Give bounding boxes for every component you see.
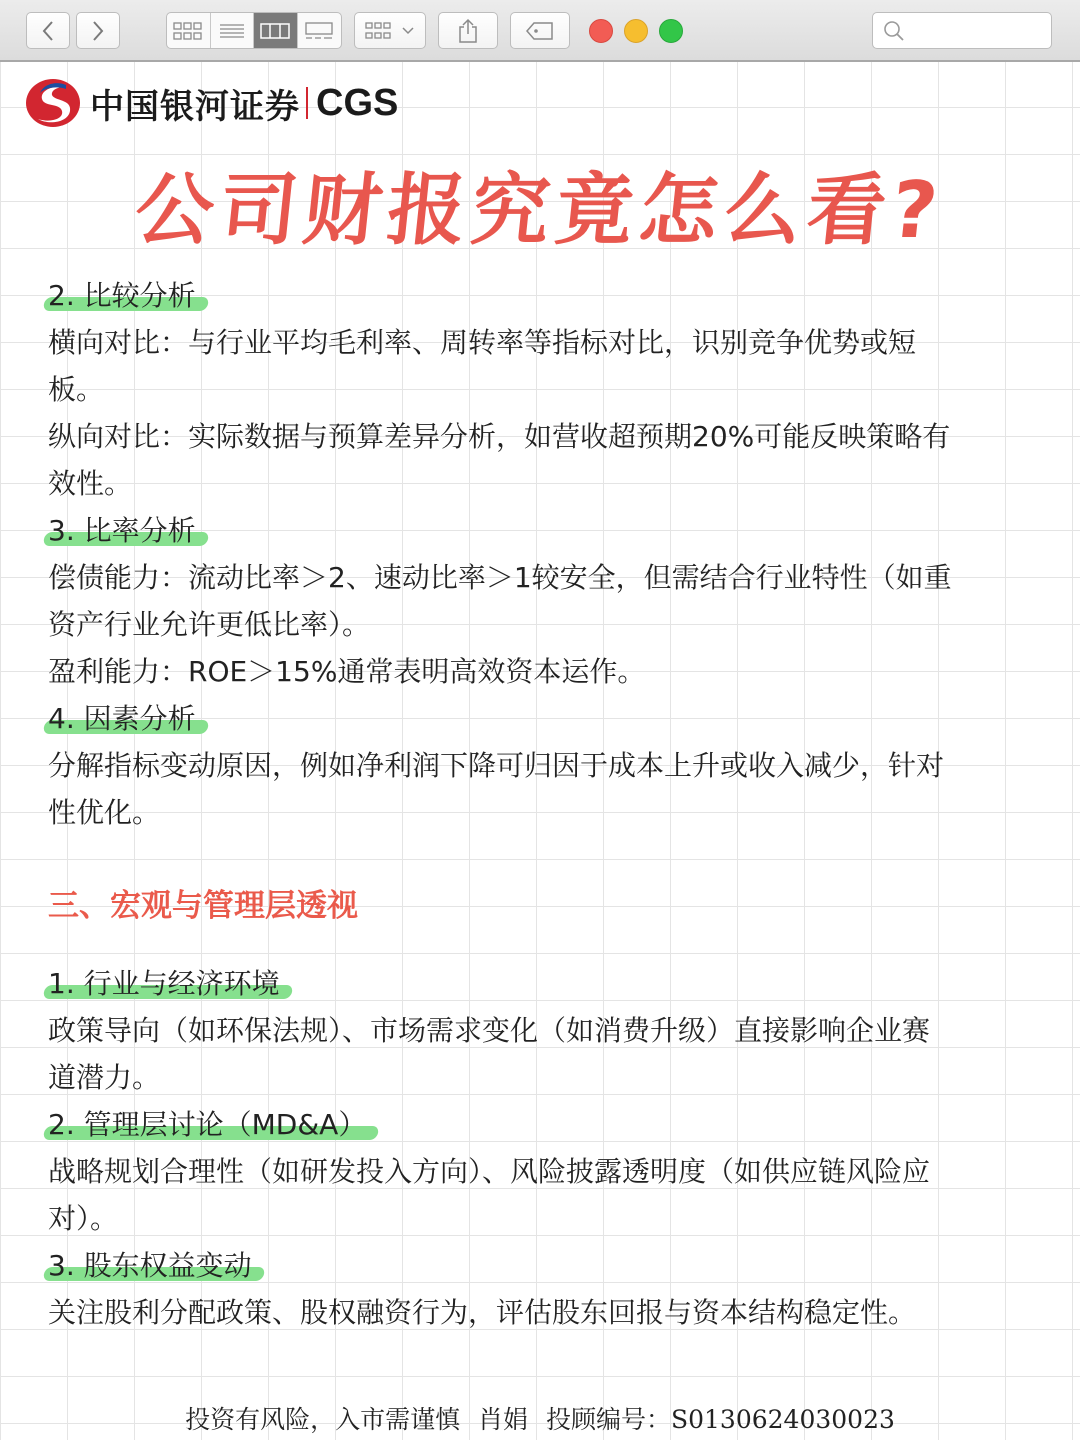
minimize-window-button[interactable] (624, 19, 648, 43)
close-window-button[interactable] (589, 19, 613, 43)
gallery-view-icon (304, 22, 334, 40)
brand-name-en: CGS (316, 81, 399, 124)
back-button[interactable] (26, 12, 70, 49)
brand-name-cn: 中国银河证券 (90, 86, 300, 127)
gallery-view-button[interactable] (298, 13, 341, 48)
group-by-icon (365, 22, 395, 40)
subsection-heading: 3. 股东权益变动 (48, 1242, 258, 1289)
body-text: 盈利能力：ROE＞15%通常表明高效资本运作。 (48, 655, 646, 688)
search-icon (883, 20, 905, 42)
body-text: 偿债能力：流动比率＞2、速动比率＞1较安全，但需结合行业特性（如重 (48, 561, 952, 594)
brand-divider (306, 87, 308, 119)
view-mode-group (166, 12, 342, 49)
forward-button[interactable] (76, 12, 120, 49)
grid-view-icon (173, 22, 203, 40)
group-by-button[interactable] (354, 12, 426, 49)
body-text: 战略规划合理性（如研发投入方向）、风险披露透明度（如供应链风险应 (48, 1155, 931, 1188)
list-view-icon (219, 22, 245, 40)
body-text: 道潜力。 (48, 1061, 161, 1094)
chevron-left-icon (41, 20, 55, 42)
body-text: 纵向对比：实际数据与预算差异分析，如营收超预期20%可能反映策略有 (48, 420, 951, 453)
section-title: 三、宏观与管理层透视 (48, 888, 358, 924)
document-body (48, 272, 1008, 1336)
share-icon (457, 18, 479, 44)
body-text: 板。 (48, 373, 105, 406)
share-button[interactable] (438, 12, 498, 49)
cgs-logo-icon (24, 77, 82, 129)
body-text: 分解指标变动原因，例如净利润下降可归因于成本上升或收入减少，针对 (48, 749, 945, 782)
zoom-window-button[interactable] (659, 19, 683, 43)
subsection-heading: 2. 管理层讨论（MD&A） (48, 1101, 372, 1148)
disclaimer-footer: 投资有风险，入市需谨慎 肖娟 投顾编号：S0130624030023 (185, 1405, 895, 1434)
list-view-button[interactable] (211, 13, 255, 48)
body-text: 性优化。 (48, 796, 161, 829)
body-text: 对）。 (48, 1202, 119, 1235)
subsection-heading: 1. 行业与经济环境 (48, 960, 286, 1007)
grid-view-button[interactable] (167, 13, 211, 48)
window-toolbar (0, 0, 1080, 62)
tag-icon (525, 21, 555, 41)
brand-header (24, 76, 398, 130)
subsection-heading: 4. 因素分析 (48, 695, 202, 742)
chevron-right-icon (91, 20, 105, 42)
column-view-button[interactable] (254, 13, 298, 48)
body-text: 资产行业允许更低比率）。 (48, 608, 371, 641)
body-text: 政策导向（如环保法规）、市场需求变化（如消费升级）直接影响企业赛 (48, 1014, 931, 1047)
body-text: 关注股利分配政策、股权融资行为，评估股东回报与资本结构稳定性。 (48, 1296, 917, 1329)
column-view-icon (260, 22, 290, 40)
body-text: 效性。 (48, 467, 133, 500)
body-text: 横向对比：与行业平均毛利率、周转率等指标对比，识别竞争优势或短 (48, 326, 917, 359)
page-title: 公司财报究竟怎么看? (130, 166, 948, 256)
subsection-heading: 3. 比率分析 (48, 507, 202, 554)
chevron-down-icon (401, 26, 415, 36)
tag-button[interactable] (510, 12, 570, 49)
subsection-heading: 2. 比较分析 (48, 272, 202, 319)
search-input[interactable] (872, 12, 1052, 49)
